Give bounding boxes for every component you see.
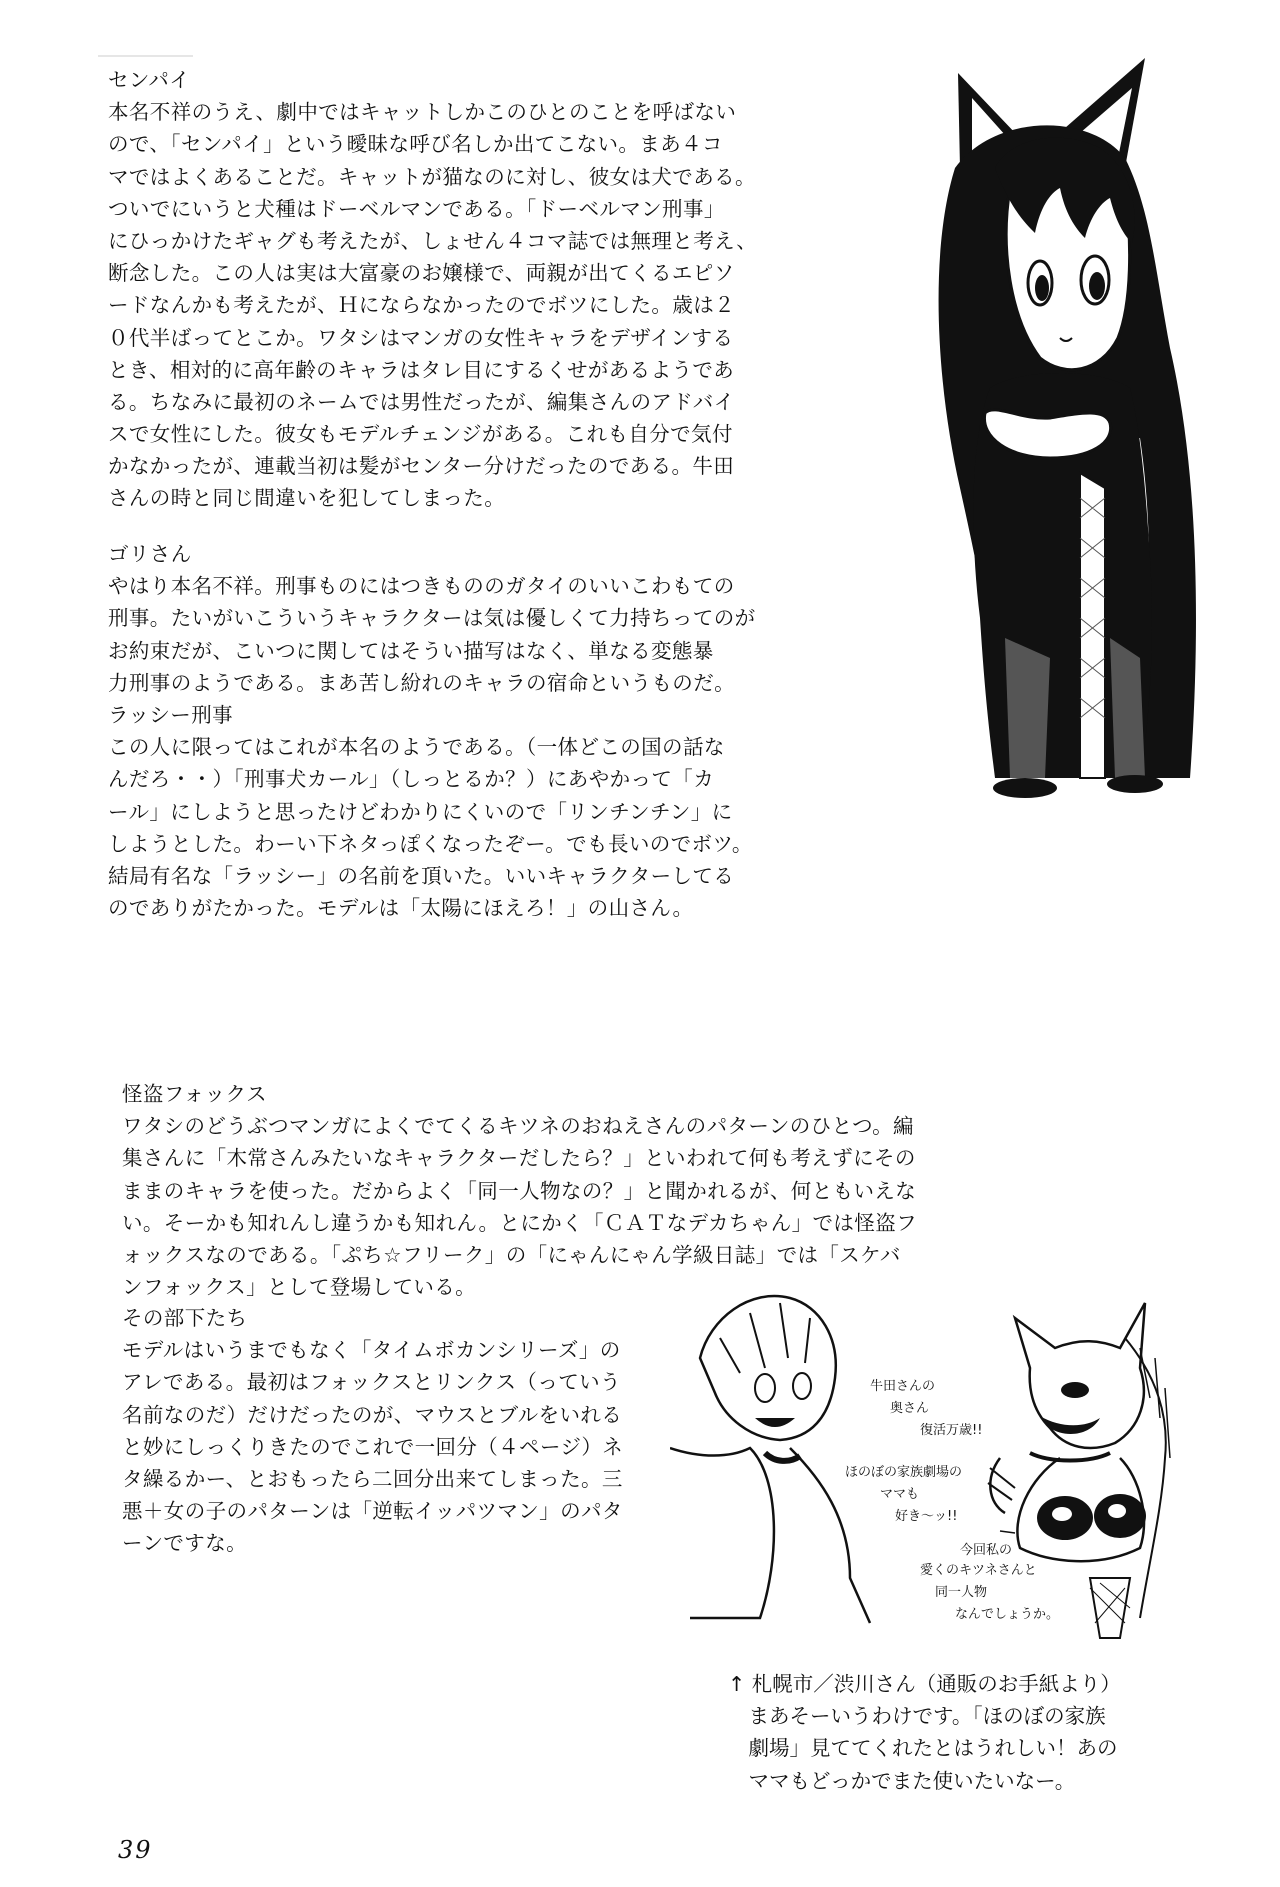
- text-line: 名前なのだ）だけだったのが、マウスとブルをいれる: [122, 1402, 623, 1427]
- text-line: ール」にしようと思ったけどわかりにくいので「リンチンチン」に: [108, 799, 733, 824]
- text-line: タ繰るかー、とおもったら二回分出来てしまった。三: [122, 1466, 623, 1491]
- handwritten-note: 奥さん: [890, 1401, 930, 1416]
- text-line: スで女性にした。彼女もモデルチェンジがある。これも自分で気付: [108, 422, 733, 447]
- text-line: と妙にしっくりきたのでこれで一回分（４ページ）ネ: [122, 1434, 624, 1459]
- text-line: マではよくあることだ。キャットが猫なのに対し、彼女は犬である。: [108, 164, 756, 189]
- shoe-right: [1107, 775, 1163, 793]
- section-heading: その部下たち: [122, 1306, 248, 1330]
- handwritten-note: ママも: [880, 1487, 920, 1502]
- handwritten-note: 愛くのキツネさんと: [920, 1563, 1037, 1578]
- text-line: 力刑事のようである。まあ苦し紛れのキャラの宿命というものだ。: [108, 670, 735, 695]
- text-line: お約束だが、こいつに関してはそうい描写はなく、単なる変態暴: [108, 638, 714, 663]
- handwritten-note: 牛田さんの: [870, 1379, 936, 1394]
- caption-line: まあそーいうわけです。「ほのぼの家族: [728, 1704, 1106, 1729]
- handwritten-note: 好き〜ッ!!: [895, 1509, 958, 1524]
- section-heading: センパイ: [108, 68, 191, 92]
- text-line: のでありがたかった。モデルは「太陽にほえろ！」の山さん。: [108, 896, 694, 921]
- text-line: さんの時と同じ間違いを犯してしまった。: [108, 486, 506, 511]
- handwritten-note: 復活万歳!!: [920, 1423, 983, 1438]
- text-line: とき、相対的に高年齢のキャラはタレ目にするくせがあるようであ: [108, 357, 735, 382]
- caption-line: ↑ 札幌市／渋川さん（通販のお手紙より）: [728, 1672, 1121, 1696]
- text-line: 本名不祥のうえ、劇中ではキャットしかこのひとのことを呼ばない: [108, 100, 737, 125]
- handwritten-note: なんでしょうか。: [955, 1607, 1060, 1622]
- text-line: 断念した。この人は実は大富豪のお嬢様で、両親が出てくるエピソ: [108, 261, 735, 286]
- page-number: 39: [118, 1836, 153, 1864]
- caption-line: 劇場」見ててくれたとはうれしい！あの: [728, 1736, 1118, 1761]
- handwritten-note: 今回私の: [960, 1543, 1013, 1558]
- text-line: ーンですな。: [122, 1531, 247, 1556]
- senpai-illustration: [900, 18, 1230, 918]
- text-line: ので、「センパイ」という曖昧な呼び名しか出てこない。まあ４コ: [108, 132, 723, 157]
- text-line: しようとした。わーい下ネタっぽくなったぞー。でも長いのでボツ。: [108, 831, 753, 856]
- text-line: ままのキャラを使った。だからよく「同一人物なの？」と聞かれるが、何ともいえな: [122, 1178, 917, 1203]
- senpai-section: [108, 64, 757, 515]
- text-line: かなかったが、連載当初は髪がセンター分けだったのである。牛田: [108, 454, 735, 479]
- text-line: ついでにいうと犬種はドーベルマンである。「ドーベルマン刑事」: [108, 196, 725, 221]
- text-line: 刑事。たいがいこういうキャラクターは気は優しくて力持ちってのが: [108, 606, 756, 631]
- fan-letter-caption: [728, 1668, 1121, 1797]
- text-line: 集さんに「木常さんみたいなキャラクターだしたら？」といわれて何も考えずにその: [122, 1146, 916, 1171]
- caption-line: ママもどっかでまた使いたいなー。: [728, 1768, 1076, 1793]
- text-line: ンフォックス」として登場している。: [122, 1275, 477, 1300]
- handwritten-note: 同一人物: [935, 1585, 988, 1600]
- text-line: 結局有名な「ラッシー」の名前を頂いた。いいキャラクターしてる: [108, 863, 735, 888]
- text-line: ードなんかも考えたが、Ｈにならなかったのでボツにした。歳は２: [108, 293, 735, 318]
- section-heading: ラッシー刑事: [108, 702, 233, 727]
- text-line: この人に限ってはこれが本名のようである。（一体どこの国の話な: [108, 735, 725, 760]
- text-line: い。そーかも知れんし違うかも知れん。とにかく「ＣＡＴなデカちゃん」では怪盗フ: [122, 1210, 918, 1235]
- scan-artifact: [98, 55, 193, 57]
- text-line: んだろ・・）「刑事犬カール」（しっとるか？）にあやかって「カ: [108, 767, 715, 792]
- text-line: モデルはいうまでもなく「タイムボカンシリーズ」の: [122, 1338, 621, 1363]
- text-line: 悪＋女の子のパターンは「逆転イッパツマン」のパタ: [122, 1499, 623, 1524]
- text-line: ０代半ばってとこか。ワタシはマンガの女性キャラをデザインする: [108, 325, 734, 350]
- minions-section: [122, 1302, 623, 1560]
- text-line: ワタシのどうぶつマンガによくでてくるキツネのおねえさんのパターンのひとつ。編: [122, 1114, 914, 1139]
- shoe-left: [993, 778, 1057, 798]
- text-line: る。ちなみに最初のネームでは男性だったが、編集さんのアドバイ: [108, 389, 735, 414]
- gori-section: [108, 538, 756, 924]
- text-line: ォックスなのである。「ぷち☆フリーク」の「にゃんにゃん学級日誌」では「スケバ: [122, 1242, 901, 1267]
- text-line: アレである。最初はフォックスとリンクス（っていう: [122, 1370, 621, 1395]
- fan-art-illustration: [670, 1278, 1210, 1648]
- legs: [1005, 638, 1050, 778]
- text-line: やはり本名不祥。刑事ものにはつきもののガタイのいいこわもての: [108, 574, 735, 599]
- handwritten-note: ほのぼの家族劇場の: [845, 1465, 963, 1480]
- fox-section: [122, 1078, 917, 1303]
- text-line: にひっかけたギャグも考えたが、しょせん４コマ誌では無理と考え、: [108, 228, 758, 253]
- section-heading: 怪盗フォックス: [122, 1082, 268, 1106]
- section-heading: ゴリさん: [108, 542, 192, 566]
